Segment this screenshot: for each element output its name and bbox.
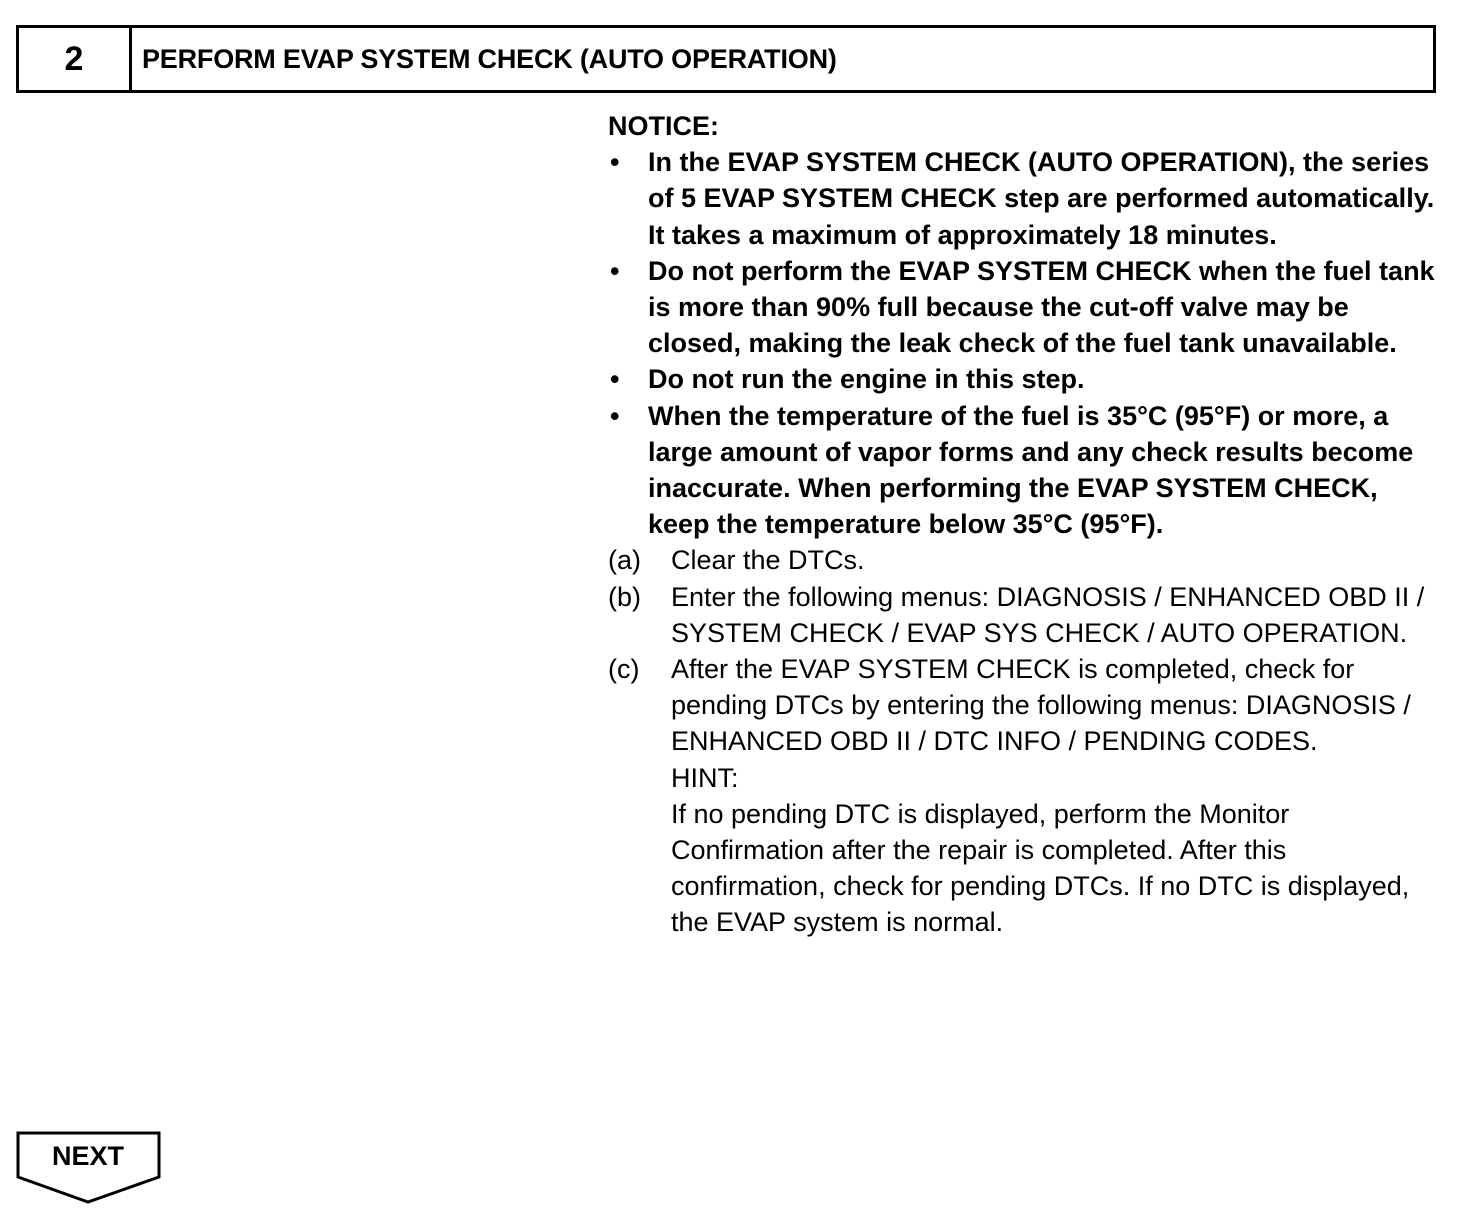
notice-item-text: In the EVAP SYSTEM CHECK (AUTO OPERATION), the series of 5 EVAP SYSTEM CHECK step are performed automatically. It takes a maximum of approximately 18 minutes. xyxy=(648,147,1435,250)
bullet-marker: • xyxy=(610,147,620,178)
bullet-marker: • xyxy=(610,255,620,286)
notice-item-text: Do not run the engine in this step. xyxy=(648,364,1085,395)
notice-item xyxy=(608,144,1438,253)
step-body xyxy=(671,651,1438,941)
procedure-step-c xyxy=(608,651,1438,941)
notice-item xyxy=(608,398,1438,543)
step-header xyxy=(16,25,1436,93)
bullet-marker: • xyxy=(610,400,620,431)
step-number: 2 xyxy=(19,28,132,90)
notice-title: NOTICE: xyxy=(608,111,719,141)
procedure-content xyxy=(608,108,1438,941)
notice-item-text: Do not perform the EVAP SYSTEM CHECK when the fuel tank is more than 90% full because the cut-off valve may be closed, making the leak check of the fuel tank unavailable. xyxy=(648,255,1435,359)
step-title: PERFORM EVAP SYSTEM CHECK (AUTO OPERATION) xyxy=(142,43,837,74)
next-button-label: NEXT xyxy=(51,1141,124,1171)
step-marker: (b) xyxy=(608,581,641,612)
step-text: After the EVAP SYSTEM CHECK is completed, check for pending DTCs by entering the following menus: DIAGNOSIS / ENHANCED OBD II / DTC INFO / PENDING CODES. xyxy=(671,654,1411,757)
step-text: Enter the following menus: DIAGNOSIS / ENHANCED OBD II / SYSTEM CHECK / EVAP SYS CHECK / AUTO OPERATION. xyxy=(671,581,1425,648)
step-marker: (a) xyxy=(608,545,641,576)
notice-item-text: When the temperature of the fuel is 35°C (95°F) or more, a large amount of vapor forms and any check results become inaccurate. When performing the EVAP SYSTEM CHECK, keep the temperature below 35°C (95°F). xyxy=(648,400,1414,540)
bullet-marker: • xyxy=(610,364,620,395)
next-button[interactable] xyxy=(16,1131,162,1205)
hint-label: HINT: xyxy=(671,762,739,793)
hint-text: If no pending DTC is displayed, perform the Monitor Confirmation after the repair is completed. After this confirmation, check for pending DTCs. If no DTC is displayed, the EVAP system is normal. xyxy=(671,798,1410,938)
notice-item xyxy=(608,361,1438,397)
procedure-step-a xyxy=(608,542,1438,578)
procedure-step-b xyxy=(608,579,1438,651)
step-marker: (c) xyxy=(608,654,640,685)
notice-item xyxy=(608,253,1438,362)
step-text: Clear the DTCs. xyxy=(671,545,865,576)
